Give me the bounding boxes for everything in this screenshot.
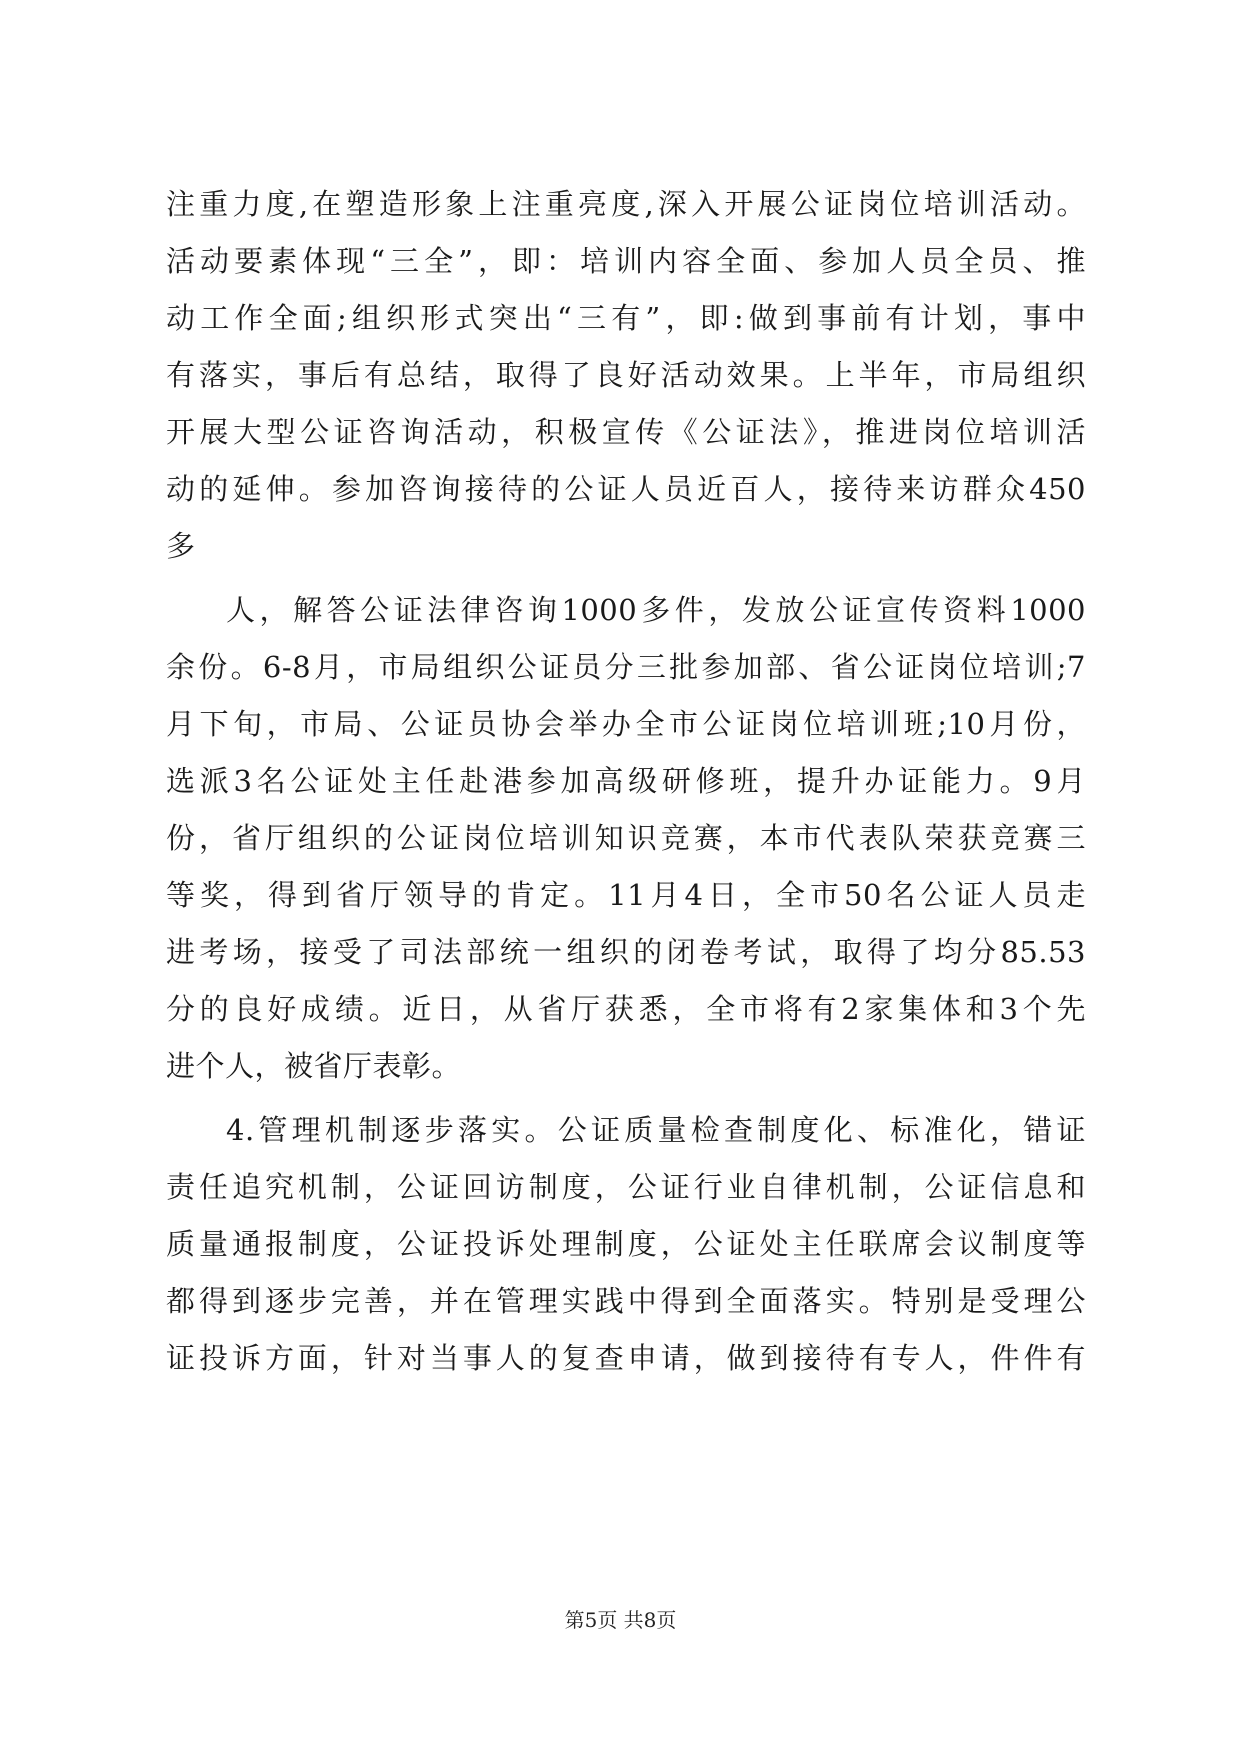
text-line: 选派3名公证处主任赴港参加高级研修班，提升办证能力。9月 [166,764,1086,798]
text-line: 有落实，事后有总结，取得了良好活动效果。上半年，市局组织 [166,358,1086,392]
text-line: 等奖，得到省厅领导的肯定。11月4日，全市50名公证人员走 [166,878,1086,912]
text-line: 活动要素体现“三全”，即：培训内容全面、参加人员全员、推 [166,244,1086,278]
text-line: 份，省厅组织的公证岗位培训知识竞赛，本市代表队荣获竞赛三 [166,821,1086,855]
text-line: 证投诉方面，针对当事人的复查申请，做到接待有专人，件件有 [166,1341,1086,1375]
text-line: 余份。6-8月，市局组织公证员分三批参加部、省公证岗位培训;7 [166,650,1086,684]
text-line: 质量通报制度，公证投诉处理制度，公证处主任联席会议制度等 [166,1227,1086,1261]
text-line: 多 [166,529,196,563]
text-line: 月下旬，市局、公证员协会举办全市公证岗位培训班;10月份， [166,707,1086,741]
text-line: 动工作全面;组织形式突出“三有”，即:做到事前有计划，事中 [166,301,1086,335]
text-line: 注重力度,在塑造形象上注重亮度,深入开展公证岗位培训活动。 [166,187,1086,221]
text-line: 分的良好成绩。近日，从省厅获悉，全市将有2家集体和3个先 [166,992,1086,1026]
text-line: 进个人，被省厅表彰。 [166,1049,462,1083]
text-line: 人，解答公证法律咨询1000多件，发放公证宣传资料1000 [226,593,1086,627]
text-line: 责任追究机制，公证回访制度，公证行业自律机制，公证信息和 [166,1170,1086,1204]
text-line: 进考场，接受了司法部统一组织的闭卷考试，取得了均分85.53 [166,935,1086,969]
text-line: 动的延伸。参加咨询接待的公证人员近百人，接待来访群众450 [166,472,1086,506]
section-heading-line: 4.管理机制逐步落实。公证质量检查制度化、标准化，错证 [226,1113,1086,1147]
page-number-footer: 第5页 共8页 [564,1608,677,1632]
text-line: 都得到逐步完善，并在管理实践中得到全面落实。特别是受理公 [166,1284,1086,1318]
text-line: 开展大型公证咨询活动，积极宣传《公证法》，推进岗位培训活 [166,415,1086,449]
